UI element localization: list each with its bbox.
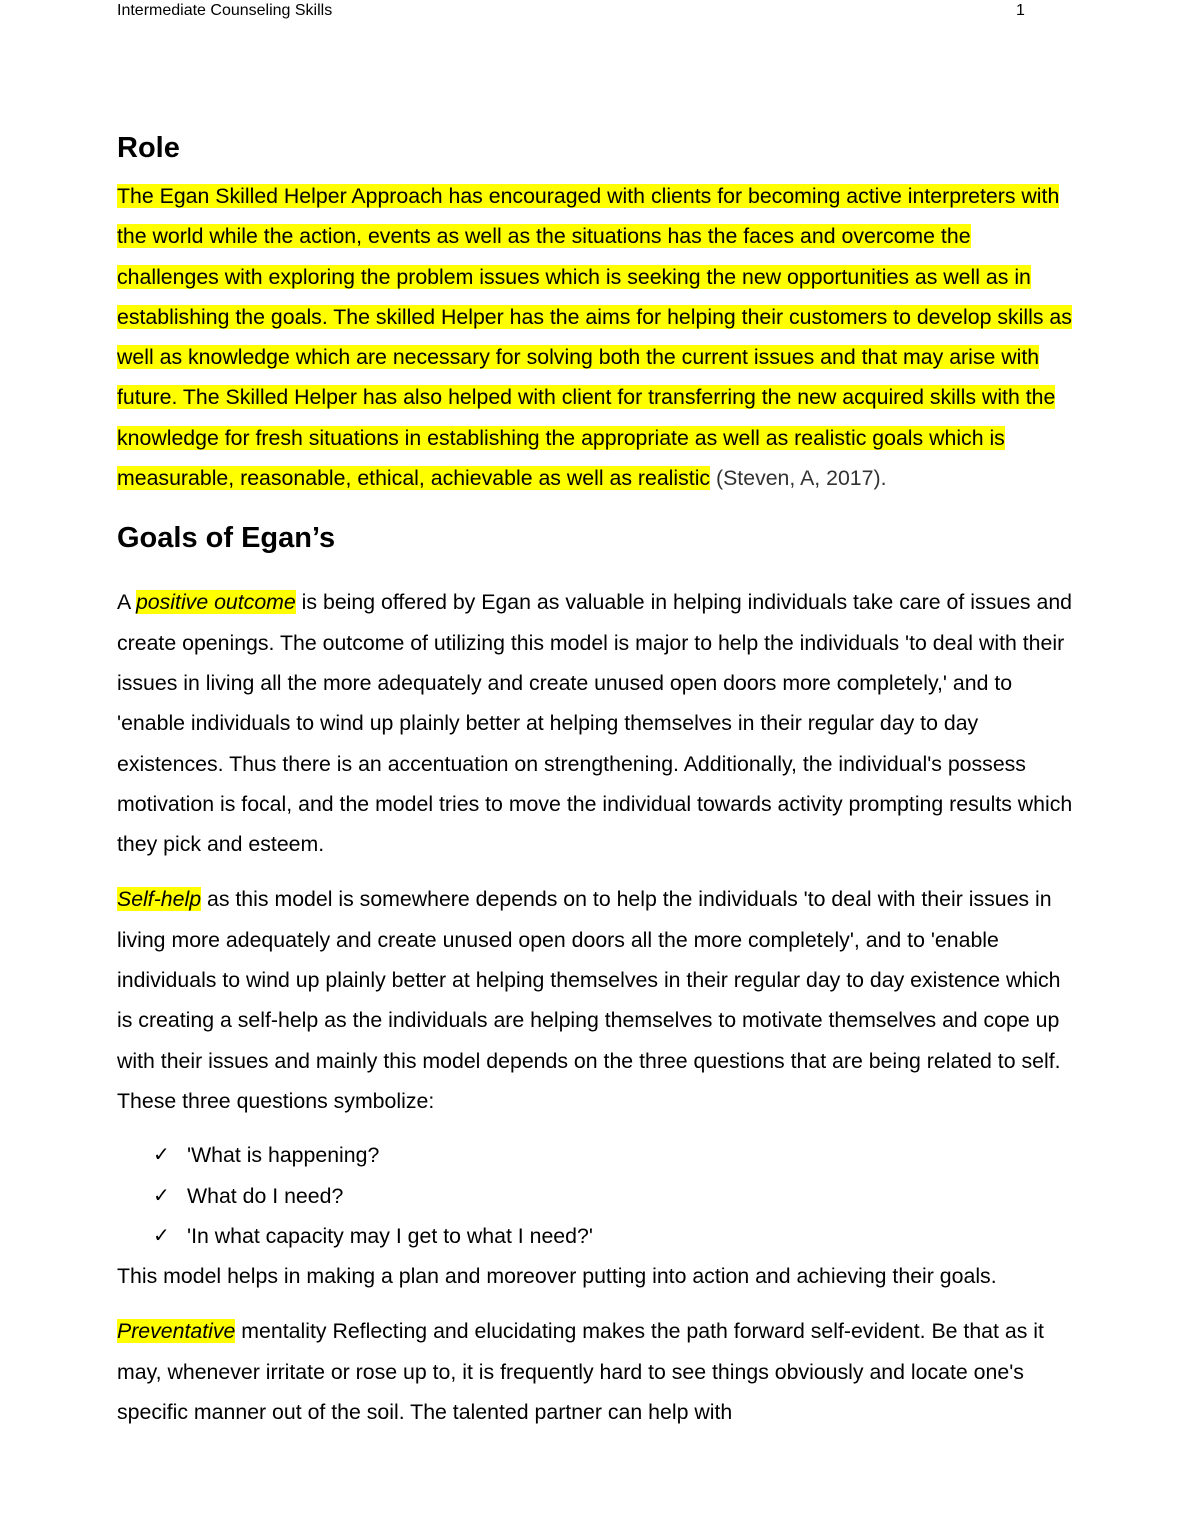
running-header: Intermediate Counseling Skills	[117, 2, 333, 19]
positive-outcome-paragraph	[117, 582, 1077, 864]
self-help-paragraph	[117, 879, 1077, 1121]
plan-paragraph: This model helps in making a plan and moreover putting into action and achieving their goals.	[117, 1264, 997, 1289]
page-number: 1	[1016, 2, 1025, 19]
checkmark-icon: ✓	[153, 1144, 170, 1167]
list-item	[117, 1135, 1077, 1175]
list-item-text: What do I need?	[187, 1183, 344, 1208]
list-item	[117, 1216, 1077, 1256]
highlighted-term: positive outcome	[135, 590, 296, 615]
section-heading-role: Role	[117, 132, 180, 164]
section-heading-goals: Goals of Egan’s	[117, 522, 336, 555]
preventative-paragraph	[117, 1311, 1077, 1432]
questions-list	[117, 1135, 1077, 1256]
list-item-text: 'In what capacity may I get to what I need?'	[187, 1223, 593, 1248]
citation: (Steven, A, 2017).	[710, 466, 887, 491]
list-item-text: 'What is happening?	[187, 1143, 380, 1168]
checkmark-icon: ✓	[153, 1224, 170, 1247]
document-body	[117, 128, 1077, 1432]
list-item	[117, 1176, 1077, 1216]
paragraph-text: mentality Reflecting and elucidating makes the path forward self-evident. Be that as it may, whenever irritate or rose up to, it is frequently hard to see things obviously and locate one's specific manner out of the soil. The talented partner can help with	[117, 1319, 1044, 1425]
paragraph-text: is being offered by Egan as valuable in helping individuals take care of issues and create openings. The outcome of utilizing this model is major to help the individuals 'to deal with their issues in living all the more adequately and create unused open doors more completely,' and to 'enable individuals to wind up plainly better at helping themselves in their regular day to day existences. Thus there is an accentuation on strengthening. Additionally, the individual's possess motivation is focal, and the model tries to move the individual towards activity prompting results which they pick and esteem.	[117, 590, 1073, 857]
highlighted-text: The Egan Skilled Helper Approach has encouraged with clients for becoming active interpreters with the world while the action, events as well as the situations has the faces and overcome the challenges with exploring the problem issues which is seeking the new opportunities as well as in establishing the goals. The skilled Helper has the aims for helping their customers to develop skills as well as knowledge which are necessary for solving both the current issues and that may arise with future. The Skilled Helper has also helped with client for transferring the new acquired skills with the knowledge for fresh situations in establishing the appropriate as well as realistic goals which is measurable, reasonable, ethical, achievable as well as realistic	[117, 184, 1072, 491]
highlighted-term: Self-help	[117, 887, 202, 912]
role-paragraph	[117, 176, 1077, 498]
paragraph-lead: A	[117, 590, 136, 615]
checkmark-icon: ✓	[153, 1184, 170, 1207]
highlighted-term: Preventative	[117, 1319, 236, 1344]
paragraph-text: as this model is somewhere depends on to help the individuals 'to deal with their issues in living more adequately and create unused open doors all the more completely', and to 'enable individuals to wind up plainly better at helping themselves in their regular day to day existence which is creating a self-help as the individuals are helping themselves to motivate themselves and cope up with their issues and mainly this model depends on the three questions that are being related to self. These three questions symbolize:	[117, 887, 1061, 1113]
